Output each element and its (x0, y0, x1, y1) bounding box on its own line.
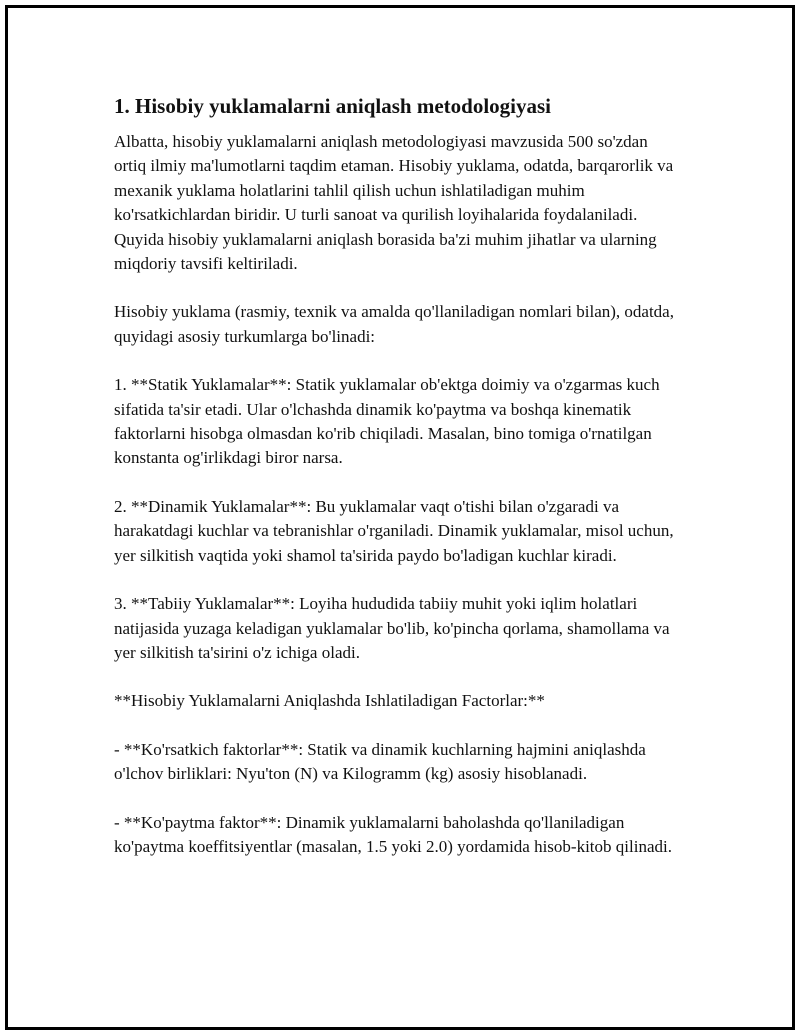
paragraph-dynamic-loads: 2. **Dinamik Yuklamalar**: Bu yuklamalar vaqt o'tishi bilan o'zgaradi va harakatdagi kuchlar va tebranishlar o'rganiladi. Dinamik yuklamalar, misol uchun, yer silkitish vaqtida yoki shamol ta'sirida paydo bo'ladigan kuchlar kiradi. (114, 496, 674, 565)
paragraph-categories: Hisobiy yuklama (rasmiy, texnik va amalda qo'llaniladigan nomlari bilan), odatda, quyidagi asosiy turkumlarga bo'linadi: (114, 302, 674, 346)
paragraph-natural-loads: 3. **Tabiiy Yuklamalar**: Loyiha hududida tabiiy muhit yoki iqlim holatlari natijasida yuzaga keladigan yuklamalar bo'lib, ko'pincha qorlama, shamollama va yer silkitish ta'sirini o'z ichiga oladi. (114, 594, 670, 662)
paragraph-intro: Albatta, hisobiy yuklamalarni aniqlash metodologiyasi mavzusida 500 so'zdan ortiq ilmiy ma'lumotlarni taqdim etaman. Hisobiy yuklama, odatda, barqarorlik va mexanik yuklama holatlarini tahlil qilish uchun ishlatiladigan muhim ko'rsatkichlardan biridir. U turli sanoat va qurilish loyihalarida foydalaniladi. Quyida hisobiy yuklamalarni aniqlash borasida ba'zi muhim jihatlar va ularning miqdoriy tavsifi keltiriladi. (114, 132, 674, 274)
document-body (114, 92, 684, 883)
paragraph-multiplier-factor: - **Ko'paytma faktor**: Dinamik yuklamalarni baholashda qo'llaniladigan ko'paytma koeffitsiyentlar (masalan, 1.5 yoki 2.0) yordamida hisob-kitob qilinadi. (114, 812, 672, 856)
document-title: 1. Hisobiy yuklamalarni aniqlash metodologiyasi (114, 94, 552, 118)
paragraph-factors-heading: **Hisobiy Yuklamalarni Aniqlashda Ishlatiladigan Factorlar:** (114, 691, 545, 711)
paragraph-static-loads: 1. **Statik Yuklamalar**: Statik yuklamalar ob'ektga doimiy va o'zgarmas kuch sifatida ta'sir etadi. Ular o'lchashda dinamik ko'paytma va boshqa kinematik faktorlarni hisobga olmasdan ko'rib chiqiladi. Masalan, bino tomiga o'rnatilgan konstanta og'irlikdagi biror narsa. (114, 375, 660, 468)
paragraph-indicator-factors: - **Ko'rsatkich faktorlar**: Statik va dinamik kuchlarning hajmini aniqlashda o'lchov birliklari: Nyu'ton (N) va Kilogramm (kg) asosiy hisoblanadi. (114, 739, 646, 784)
